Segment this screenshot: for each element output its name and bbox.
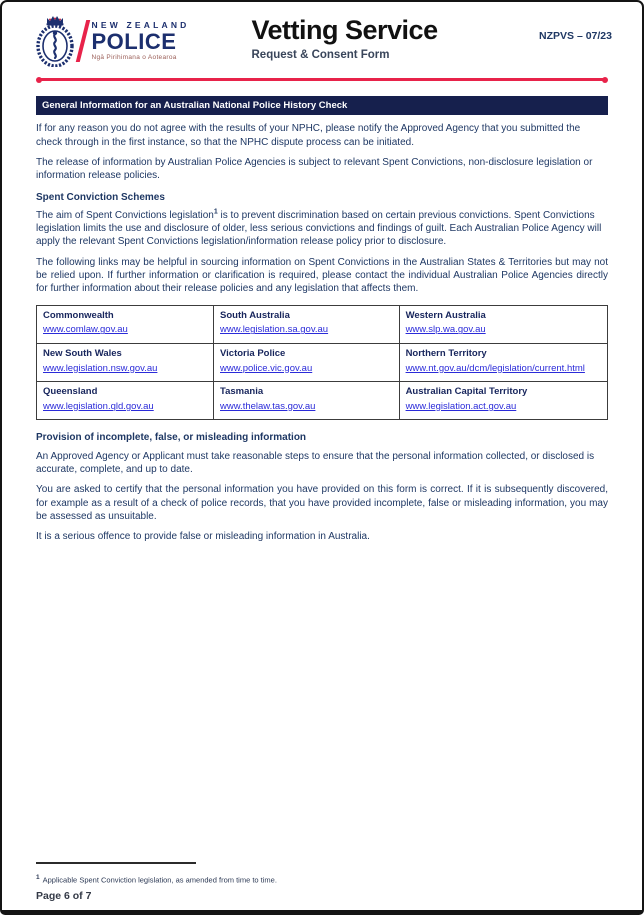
table-row xyxy=(37,382,608,420)
paragraph-serious-offence: It is a serious offence to provide false or misleading information in Australia. xyxy=(36,531,370,543)
jurisdiction-name: Tasmania xyxy=(220,386,264,398)
footnote-reference: 1 xyxy=(213,208,218,216)
paragraph-release-info: The release of information by Australian Police Agencies is subject to relevant Spent Convictions, non-disclosure legislation or information release policies. xyxy=(36,156,593,182)
page-subtitle: Request & Consent Form xyxy=(251,48,390,61)
red-divider xyxy=(36,76,608,83)
jurisdiction-link[interactable]: www.comlaw.gov.au xyxy=(43,324,128,336)
jurisdiction-link[interactable]: www.legislation.nsw.gov.au xyxy=(43,362,158,374)
divider-dot-right xyxy=(602,77,608,83)
jurisdiction-name: Commonwealth xyxy=(43,309,114,321)
footnote-text: Applicable Spent Conviction legislation, as amended from time to time. xyxy=(42,875,277,884)
logo-text xyxy=(92,20,190,61)
jurisdiction-link[interactable]: www.nt.gov.au/dcm/legislation/current.html xyxy=(405,362,585,374)
spent-aim-text: The aim of Spent Convictions legislation xyxy=(36,209,214,221)
page-number: Page 6 of 7 xyxy=(36,890,92,902)
police-crest-icon xyxy=(32,15,77,67)
title-block xyxy=(252,16,438,61)
spent-aim-text-cont: is to prevent discrimination based on certain previous convictions. Spent Convictions legislation limits the use and disclosure of older, less serious convictions and findings of guilt. Each Australian Police Agency will apply the relevant Spent Convictions legislation/information release policy prior to disclosure. xyxy=(36,209,602,248)
jurisdiction-links-table xyxy=(36,305,608,421)
paragraph-reasonable-steps: An Approved Agency or Applicant must take reasonable steps to ensure that the personal information collected, or disclosed is accurate, complete, and up to date. xyxy=(36,450,595,475)
form-code: NZPVS – 07/23 xyxy=(539,30,612,42)
jurisdiction-name: Australian Capital Territory xyxy=(405,386,528,398)
heading-provision-misleading: Provision of incomplete, false, or misleading information xyxy=(36,432,307,444)
jurisdiction-name: Queensland xyxy=(43,386,98,398)
cell-australian-capital-territory xyxy=(399,382,607,420)
jurisdiction-link[interactable]: www.legislation.act.gov.au xyxy=(405,400,517,412)
cell-victoria-police xyxy=(214,343,400,381)
nz-police-logo xyxy=(32,14,190,67)
blank-space xyxy=(36,550,608,861)
jurisdiction-link[interactable]: www.legislation.sa.gov.au xyxy=(220,324,329,336)
jurisdiction-link[interactable]: www.legislation.qld.gov.au xyxy=(43,400,154,412)
jurisdiction-name: Victoria Police xyxy=(220,347,286,359)
jurisdiction-name: South Australia xyxy=(220,309,290,321)
footnote-divider xyxy=(36,862,196,864)
logo-maori-label: Ngā Pirihimana o Aotearoa xyxy=(91,54,177,61)
body-content xyxy=(36,122,608,861)
footnote-number: 1 xyxy=(36,873,40,881)
cell-tasmania xyxy=(214,382,400,420)
table-row xyxy=(37,343,608,381)
paragraph-spent-aim xyxy=(36,209,608,249)
divider-line xyxy=(38,78,606,81)
jurisdiction-name: New South Wales xyxy=(43,347,122,359)
page-title: Vetting Service xyxy=(251,15,438,45)
paragraph-certify: You are asked to certify that the personal information you have provided on this form is correct. If it is subsequently discovered, for example as a result of a check of police records, that you have provided incomplete, false or misleading information, you may be assessed as unsuitable. xyxy=(36,484,608,522)
jurisdiction-name: Western Australia xyxy=(405,309,486,321)
cell-queensland xyxy=(37,382,214,420)
paragraph-nphc-dispute: If for any reason you do not agree with the results of your NPHC, please notify the Approved Agency that you submitted the check through in the first instance, so that the NPHC dispute process can be initiated. xyxy=(36,123,581,148)
cell-western-australia xyxy=(399,305,607,343)
heading-spent-conviction-schemes: Spent Conviction Schemes xyxy=(36,191,165,203)
page-footer xyxy=(36,862,608,903)
section-banner: General Information for an Australian National Police History Check xyxy=(36,96,608,115)
paragraph-links-help: The following links may be helpful in sourcing information on Spent Convictions in the Australian States & Territories but may not be relied upon. If further information or clarification is required, please contact the individual Australian Police Agencies directly for further information about their release policies and any legislation that affects them. xyxy=(36,256,608,295)
cell-south-australia xyxy=(214,305,400,343)
jurisdiction-link[interactable]: www.police.vic.gov.au xyxy=(220,362,313,374)
footnote xyxy=(36,874,608,885)
logo-police-label: POLICE xyxy=(91,29,177,54)
logo-slash xyxy=(76,20,90,62)
table-row xyxy=(37,305,608,343)
jurisdiction-link[interactable]: www.thelaw.tas.gov.au xyxy=(220,400,316,412)
cell-commonwealth xyxy=(37,305,214,343)
cell-northern-territory xyxy=(399,343,607,381)
cell-new-south-wales xyxy=(37,343,214,381)
jurisdiction-name: Northern Territory xyxy=(405,347,487,359)
page-header xyxy=(2,2,642,74)
jurisdiction-link[interactable]: www.slp.wa.gov.au xyxy=(405,324,486,336)
logo-country-label: NEW ZEALAND xyxy=(91,20,190,30)
